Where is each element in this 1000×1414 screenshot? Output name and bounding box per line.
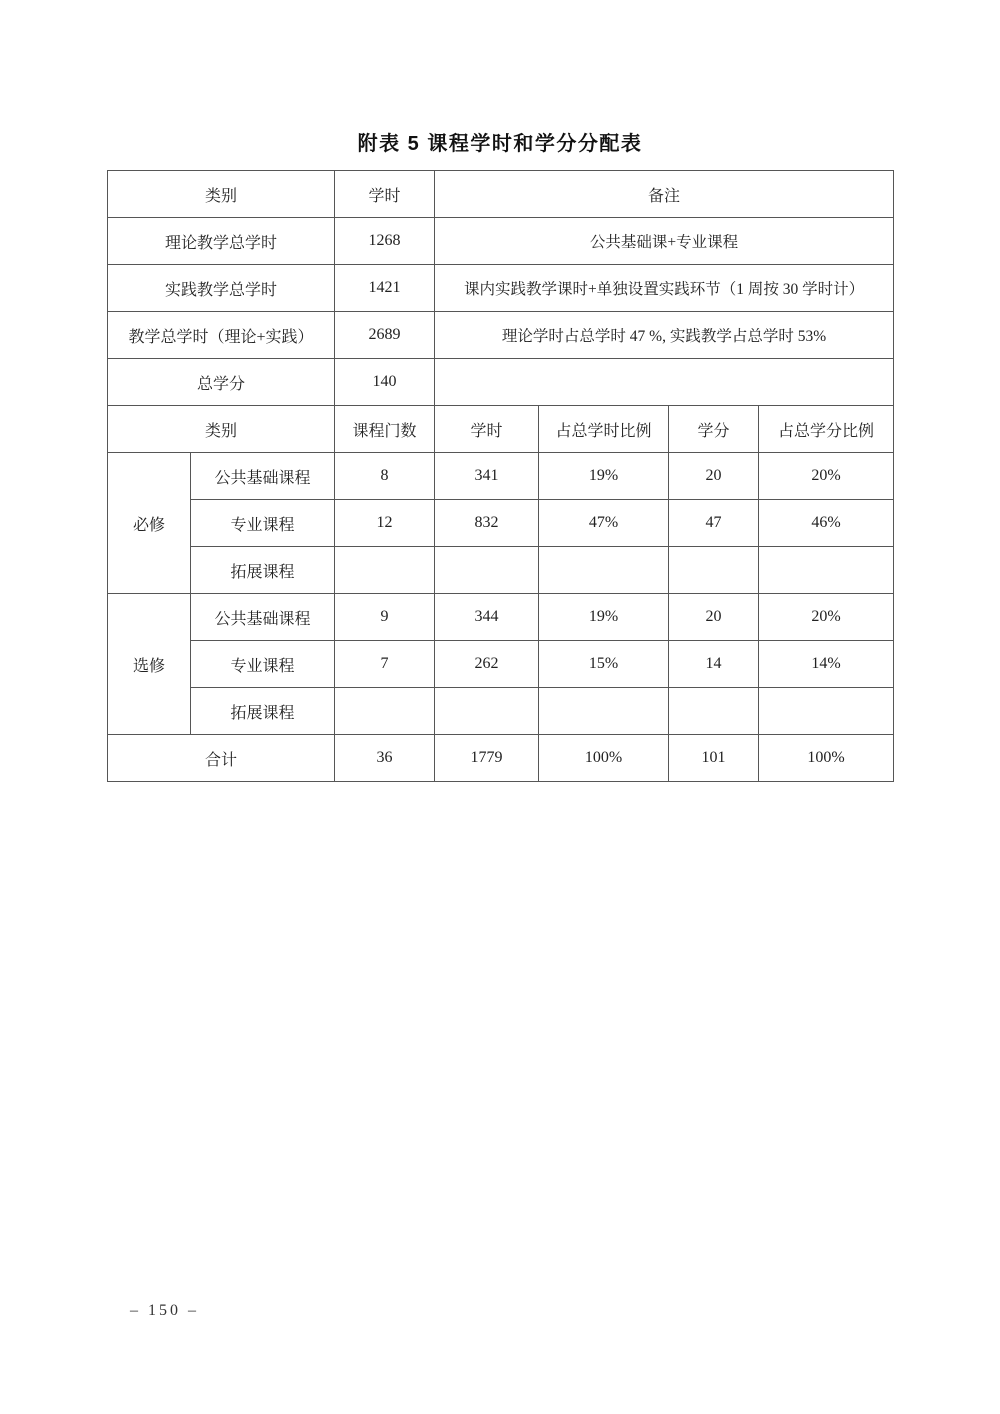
credits-pct-value: 20%: [759, 453, 894, 500]
summary-header-category: 类别: [108, 171, 335, 218]
remark-value: 公共基础课+专业课程: [435, 218, 894, 265]
summary-row-total-credits: [108, 359, 894, 406]
group-label-required: 必修: [108, 453, 191, 594]
total-row: [108, 735, 894, 782]
summary-row-total-hours: [108, 312, 894, 359]
group-label-elective: 选修: [108, 594, 191, 735]
hours-pct-value: 19%: [539, 594, 669, 641]
summary-header-remark: 备注: [435, 171, 894, 218]
remark-value: 课内实践教学课时+单独设置实践环节（1 周按 30 学时计）: [435, 265, 894, 312]
course-count-value: 9: [335, 594, 435, 641]
course-count-value: [335, 547, 435, 594]
detail-header-category: 类别: [108, 406, 335, 453]
summary-row-practice-hours: [108, 265, 894, 312]
detail-header-hours: 学时: [435, 406, 539, 453]
credits-pct-value: 20%: [759, 594, 894, 641]
hours-total: 1779: [435, 735, 539, 782]
credits-total: 101: [669, 735, 759, 782]
row-label: 理论教学总学时: [108, 218, 335, 265]
hours-pct-value: [539, 688, 669, 735]
hours-value: 140: [335, 359, 435, 406]
total-label: 合计: [108, 735, 335, 782]
hours-value: 344: [435, 594, 539, 641]
row-label: 总学分: [108, 359, 335, 406]
summary-header-row: [108, 171, 894, 218]
hours-pct-value: [539, 547, 669, 594]
credits-value: 20: [669, 594, 759, 641]
hours-value: 341: [435, 453, 539, 500]
detail-header-hours-pct: 占总学时比例: [539, 406, 669, 453]
hours-value: 832: [435, 500, 539, 547]
row-label: 教学总学时（理论+实践）: [108, 312, 335, 359]
page-number: – 150 –: [130, 1302, 199, 1319]
hours-value: 1421: [335, 265, 435, 312]
required-extension-row: [108, 547, 894, 594]
summary-header-hours: 学时: [335, 171, 435, 218]
hours-value: [435, 547, 539, 594]
detail-header-course-count: 课程门数: [335, 406, 435, 453]
subcategory-label: 专业课程: [191, 500, 335, 547]
detail-header-row: [108, 406, 894, 453]
detail-header-credits-pct: 占总学分比例: [759, 406, 894, 453]
subcategory-label: 公共基础课程: [191, 594, 335, 641]
credits-pct-value: 14%: [759, 641, 894, 688]
hours-pct-value: 19%: [539, 453, 669, 500]
subcategory-label: 拓展课程: [191, 547, 335, 594]
credits-value: [669, 547, 759, 594]
course-count-value: 8: [335, 453, 435, 500]
credits-value: 20: [669, 453, 759, 500]
hours-value: 2689: [335, 312, 435, 359]
detail-header-credits: 学分: [669, 406, 759, 453]
course-count-total: 36: [335, 735, 435, 782]
credits-value: 14: [669, 641, 759, 688]
credits-pct-value: [759, 688, 894, 735]
page-title: 附表 5 课程学时和学分分配表: [357, 133, 643, 155]
credits-pct-total: 100%: [759, 735, 894, 782]
hours-pct-value: 15%: [539, 641, 669, 688]
subcategory-label: 公共基础课程: [191, 453, 335, 500]
required-public-basic-row: [108, 453, 894, 500]
course-count-value: [335, 688, 435, 735]
hours-value: [435, 688, 539, 735]
hours-pct-total: 100%: [539, 735, 669, 782]
summary-row-theory-hours: [108, 218, 894, 265]
hours-pct-value: 47%: [539, 500, 669, 547]
elective-professional-row: [108, 641, 894, 688]
credits-value: 47: [669, 500, 759, 547]
credits-pct-value: 46%: [759, 500, 894, 547]
subcategory-label: 专业课程: [191, 641, 335, 688]
subcategory-label: 拓展课程: [191, 688, 335, 735]
remark-value: [435, 359, 894, 406]
elective-public-basic-row: [108, 594, 894, 641]
credits-pct-value: [759, 547, 894, 594]
course-allocation-table: [107, 170, 894, 782]
row-label: 实践教学总学时: [108, 265, 335, 312]
hours-value: 1268: [335, 218, 435, 265]
remark-value: 理论学时占总学时 47 %, 实践教学占总学时 53%: [435, 312, 894, 359]
hours-value: 262: [435, 641, 539, 688]
course-count-value: 12: [335, 500, 435, 547]
elective-extension-row: [108, 688, 894, 735]
required-professional-row: [108, 500, 894, 547]
course-count-value: 7: [335, 641, 435, 688]
credits-value: [669, 688, 759, 735]
